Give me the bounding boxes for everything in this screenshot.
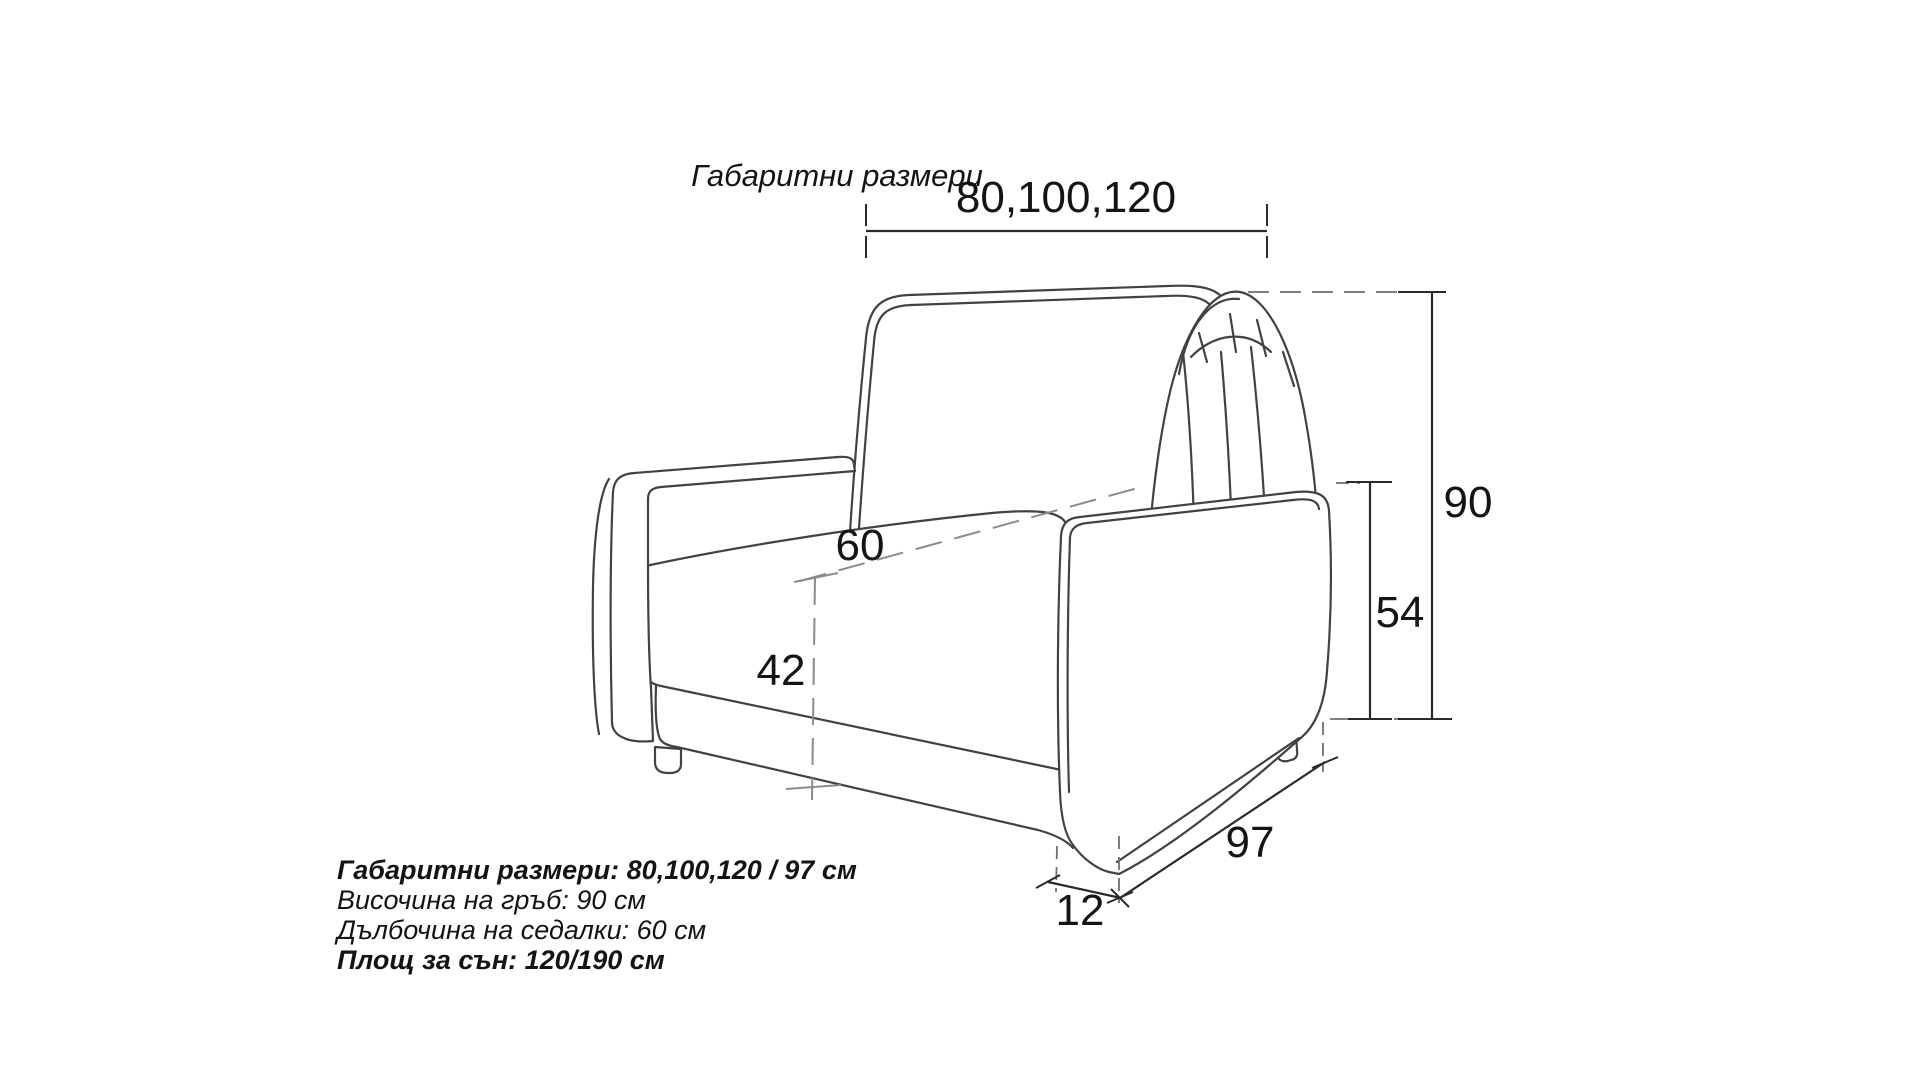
seat-depth-label: 60: [835, 521, 885, 570]
spec-line-back-height: Височина на гръб: 90 см: [337, 885, 646, 915]
depth-label: 97: [1225, 818, 1275, 867]
spec-line-sleep-area: Площ за сън: 120/190 см: [337, 945, 665, 975]
seat-height-label: 42: [756, 646, 806, 695]
spec-line-overall: Габаритни размери: 80,100,120 / 97 см: [337, 855, 857, 885]
spec-text-block: [337, 855, 857, 975]
arm-height-label: 54: [1375, 588, 1425, 637]
right-armrest: [1058, 492, 1331, 874]
spec-line-seat-depth: Дълбочина на седалки: 60 см: [337, 915, 707, 945]
front-gap-label: 12: [1055, 886, 1105, 935]
diagram-title: Габаритни размери: [691, 158, 983, 193]
width-dimension-label: 80,100,120: [955, 173, 1177, 222]
back-height-label: 90: [1443, 478, 1493, 527]
front-left-leg: [655, 747, 681, 773]
